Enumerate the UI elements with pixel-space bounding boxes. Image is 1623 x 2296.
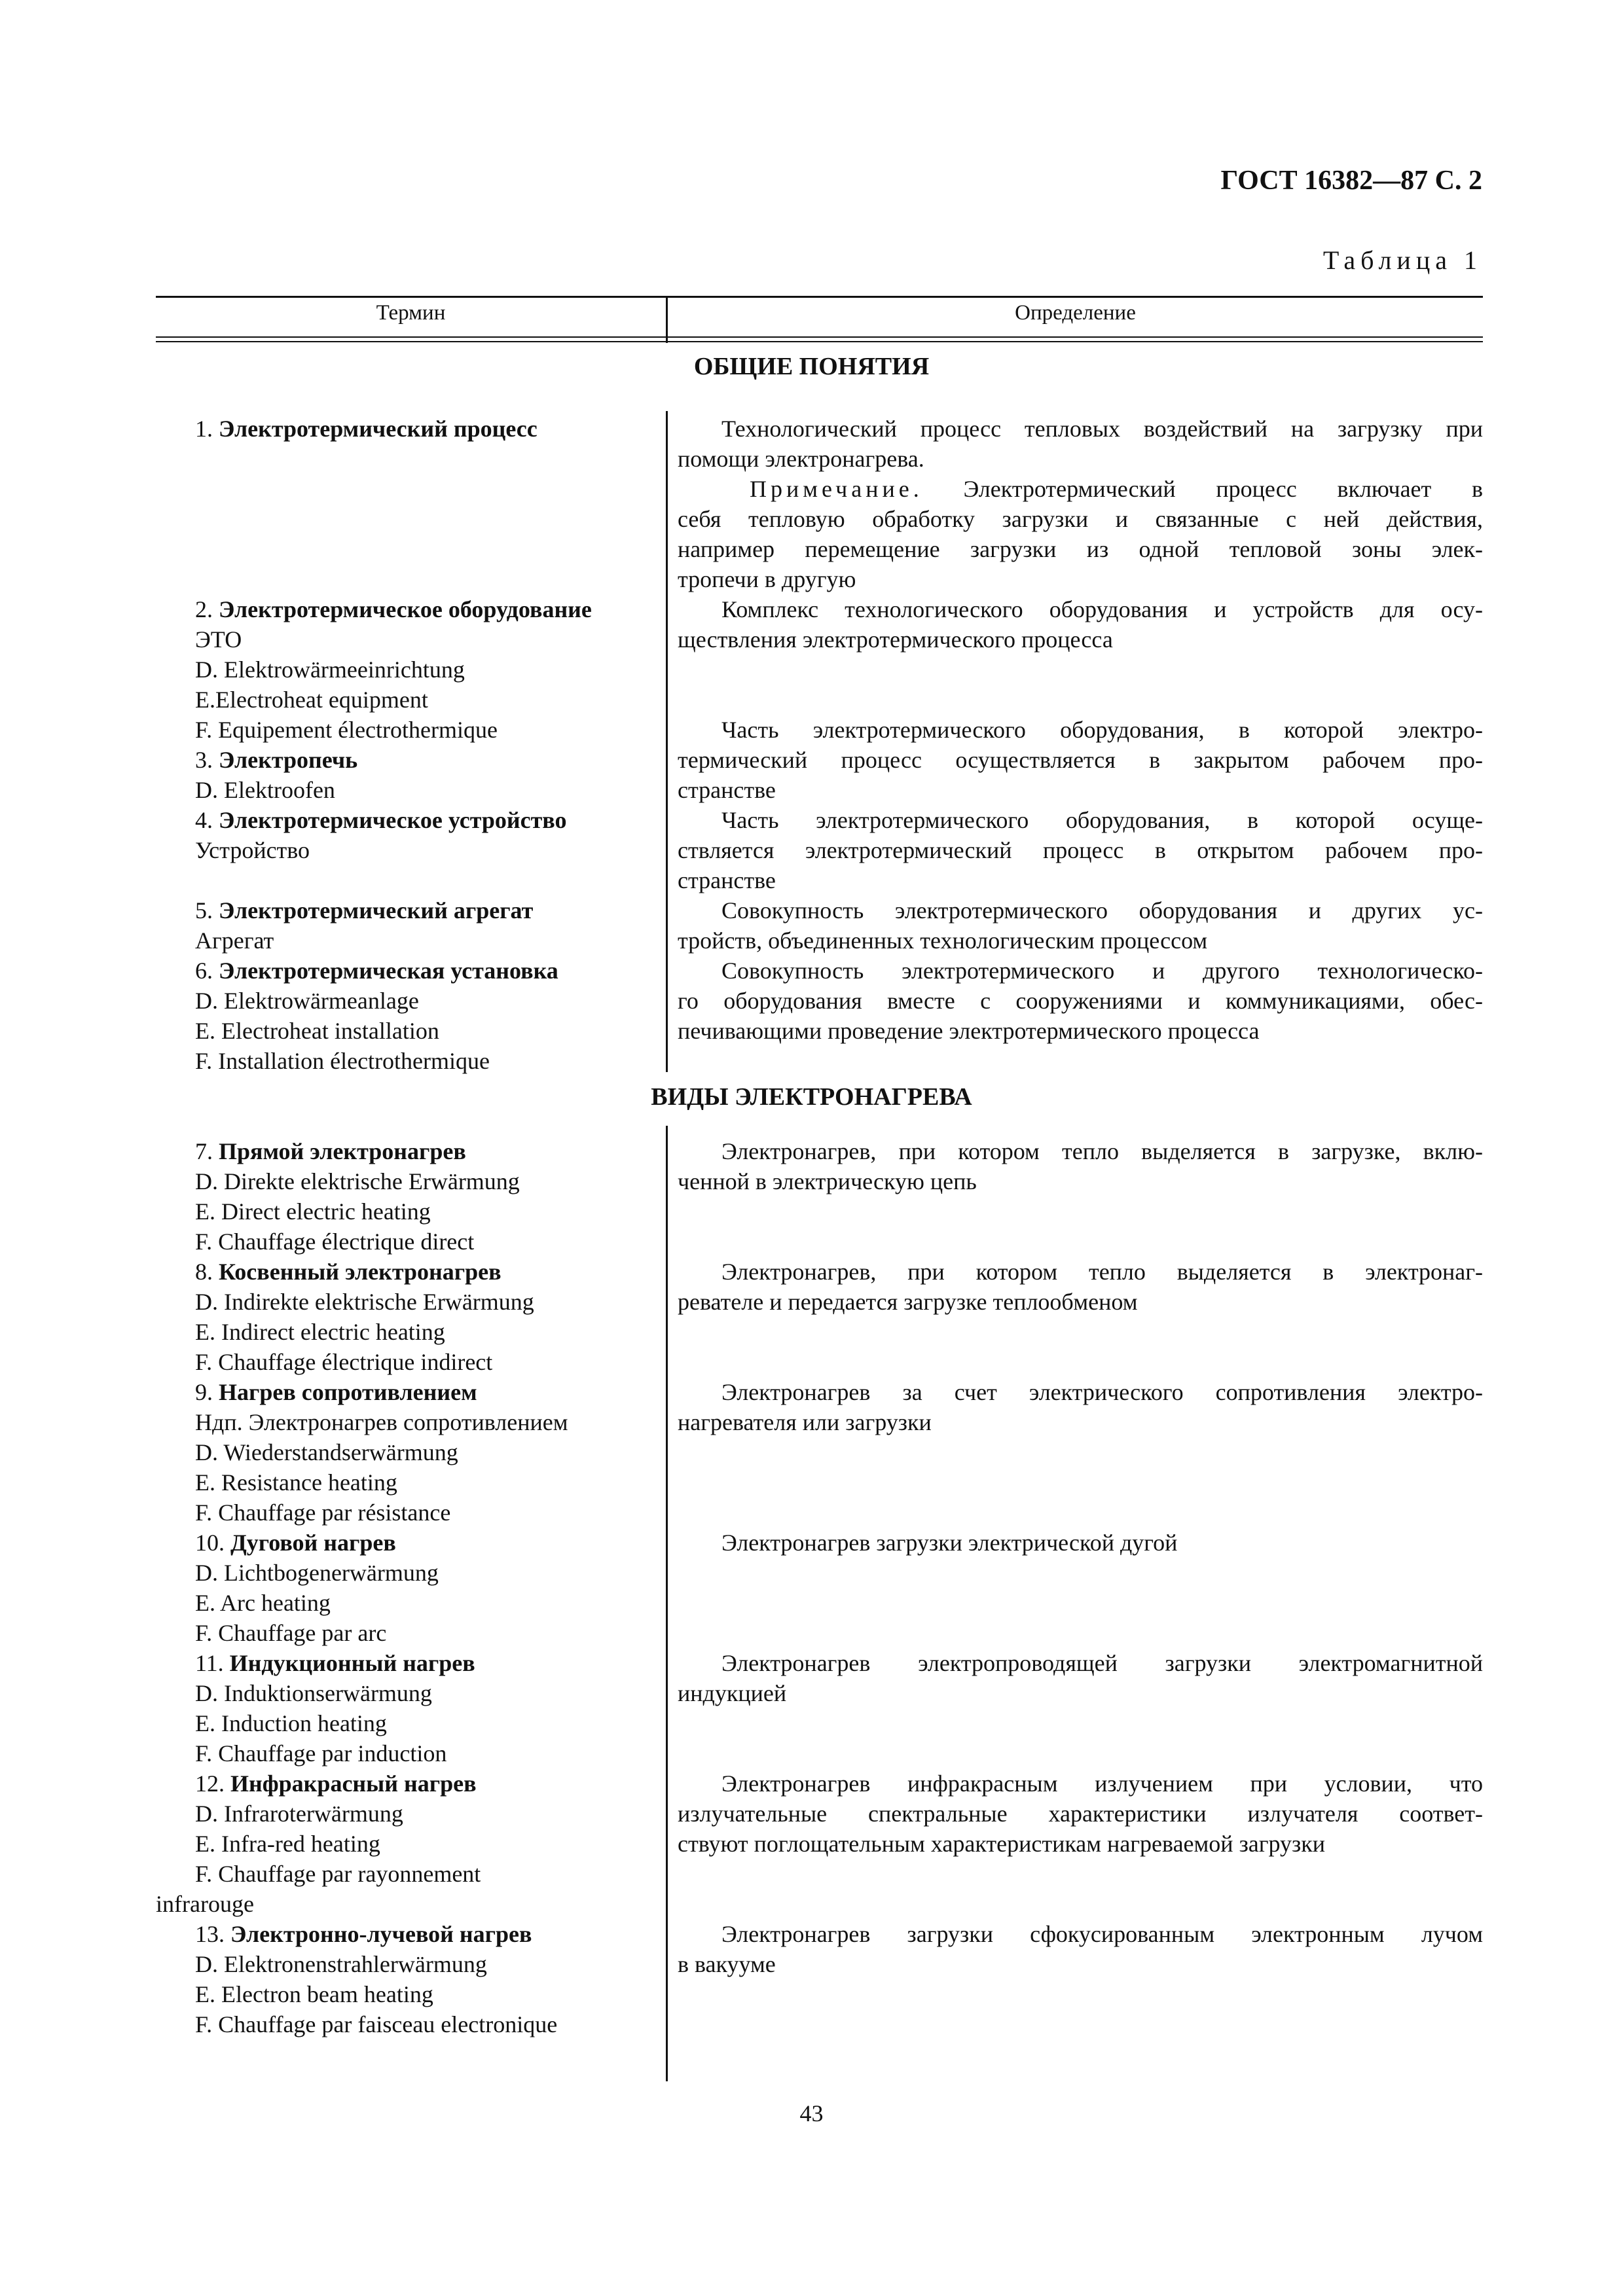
term-8 [195,1257,534,1377]
column-header-term: Термин [376,301,446,325]
header-bottom-rule-1 [156,336,1483,338]
table-label: Таблица 1 [1322,245,1482,275]
definition-line: тройств, объединенных технологическим процессом [678,927,1208,954]
term-number: 1. [195,416,213,442]
definition-8 [678,1257,1483,1317]
term-foreign-fr: F. Chauffage par induction [195,1740,447,1767]
definition-line: ревателе и передается загрузке теплообменом [678,1289,1138,1315]
definition-line: Электронагрев, при котором тепло выделяется в загрузке, вклю- [721,1138,1483,1164]
definition-line: индукцией [678,1680,787,1706]
definition-line: ствуют поглощательным характеристикам нагреваемой загрузки [678,1831,1326,1857]
term-4 [195,805,567,865]
definition-line: например перемещение загрузки из одной тепловой зоны элек- [678,536,1483,562]
section-title-general: ОБЩИЕ ПОНЯТИЯ [693,353,930,380]
term-short-form: Устройство [195,837,310,863]
term-10 [195,1528,439,1648]
definition-9 [678,1377,1483,1437]
term-9 [195,1377,568,1528]
term-name: Косвенный электронагрев [219,1259,501,1285]
term-foreign-fr: F. Chauffage électrique indirect [195,1349,493,1375]
definition-line: себя тепловую обработку загрузки и связанные с ней действия, [678,506,1483,532]
definition-10 [678,1528,1483,1558]
term-foreign-en: E. Direct electric heating [195,1198,431,1225]
definition-line: термический процесс осуществляется в закрытом рабочем про- [678,747,1483,773]
note-label: Примечание. [750,476,923,502]
term-foreign-de: D. Induktionserwärmung [195,1680,432,1706]
page-number: 43 [799,2100,824,2126]
definition-line: нагревателя или загрузки [678,1409,932,1435]
definition-11 [678,1648,1483,1708]
term-number: 13. [195,1921,225,1947]
term-deprecated: Ндп. Электронагрев сопротивлением [195,1409,568,1435]
header-bottom-rule-2 [156,341,1483,342]
definition-line: Совокупность электротермического и другого технологическо- [721,958,1483,984]
definition-line: Часть электротермического оборудования, в которой электро- [721,717,1483,743]
term-foreign-en: E. Electroheat installation [195,1018,439,1044]
definition-13 [678,1919,1483,1979]
section-title-heating-types: ВИДЫ ЭЛЕКТРОНАГРЕВА [651,1083,972,1111]
definition-line: в вакууме [678,1951,776,1977]
term-name: Электротермический агрегат [219,897,534,924]
term-2 [195,594,592,745]
column-divider-section-1 [666,411,668,1072]
column-divider-header [666,296,668,343]
definition-5 [678,895,1483,956]
definition-line: ществления электротермического процесса [678,626,1113,653]
definition-line: Часть электротермического оборудования, в которой осуще- [721,807,1483,833]
definition-line: Электронагрев загрузки сфокусированным электронным лучом [721,1921,1483,1947]
definition-line: помощи электронагрева. [678,446,924,472]
term-6 [195,956,558,1076]
term-name: Электротермическая установка [219,958,558,984]
term-foreign-fr: F. Chauffage par rayonnement [195,1861,481,1887]
definition-line: Комплекс технологического оборудования и устройств для осу- [721,596,1483,622]
term-foreign-en: E. Resistance heating [195,1469,397,1496]
definition-12 [678,1768,1483,1859]
definition-1-note [678,474,1483,594]
term-foreign-fr: F. Chauffage par résistance [195,1499,451,1526]
term-foreign-fr: F. Chauffage par arc [195,1620,387,1646]
definition-7 [678,1136,1483,1196]
term-foreign-en: E. Indirect electric heating [195,1319,445,1345]
term-13 [195,1919,557,2039]
term-number: 12. [195,1770,225,1797]
term-foreign-de: D. Elektrowärmeanlage [195,988,419,1014]
term-foreign-fr: F. Equipement électrothermique [195,717,498,743]
column-header-definition: Определение [1015,301,1136,325]
term-1 [195,414,538,444]
definition-line: печивающими проведение электротермического процесса [678,1018,1260,1044]
term-foreign-en: E. Electron beam heating [195,1981,433,2007]
term-foreign-fr: F. Installation électrothermique [195,1048,490,1074]
definition-line: странстве [678,777,776,803]
term-number: 7. [195,1138,213,1164]
definition-6 [678,956,1483,1046]
term-foreign-en: E. Arc heating [195,1590,331,1616]
term-name: Дуговой нагрев [230,1530,396,1556]
definition-line: Электронагрев за счет электрического сопротивления электро- [721,1379,1483,1405]
column-divider-section-2 [666,1126,668,2081]
term-foreign-en: E. Infra-red heating [195,1831,380,1857]
term-foreign-en: E. Induction heating [195,1710,387,1736]
definition-3 [678,715,1483,805]
definition-1 [678,414,1483,474]
document-code: ГОСТ 16382—87 С. 2 [1220,166,1482,196]
definition-line: Электронагрев загрузки электрической дугой [721,1530,1178,1556]
term-foreign-de: D. Elektroofen [195,777,335,803]
term-foreign-fr: F. Chauffage par faisceau electronique [195,2011,558,2037]
definition-4 [678,805,1483,895]
term-3 [195,745,357,805]
definition-line: Электронагрев инфракрасным излучением при условии, что [721,1770,1483,1797]
definition-line: Электронагрев, при котором тепло выделяется в электронаг- [721,1259,1483,1285]
term-number: 8. [195,1259,213,1285]
definition-line: странстве [678,867,776,893]
term-number: 4. [195,807,213,833]
term-7 [195,1136,520,1257]
term-number: 10. [195,1530,225,1556]
term-number: 3. [195,747,213,773]
term-name: Инфракрасный нагрев [230,1770,477,1797]
term-foreign-en: E.Electroheat equipment [195,687,428,713]
definition-line: Технологический процесс тепловых воздействий на загрузку при [721,416,1483,442]
term-11 [195,1648,475,1768]
table-top-rule [156,296,1483,298]
term-foreign-de: D. Infraroterwärmung [195,1801,403,1827]
term-foreign-fr-continued: infrarouge [156,1891,254,1917]
term-abbreviation: ЭТО [195,626,242,653]
term-foreign-de: D. Wiederstandserwärmung [195,1439,458,1465]
definition-2 [678,594,1483,655]
definition-line: ченной в электрическую цепь [678,1168,977,1194]
term-number: 5. [195,897,213,924]
term-short-form: Агрегат [195,927,274,954]
term-name: Прямой электронагрев [219,1138,466,1164]
term-number: 2. [195,596,213,622]
term-foreign-de: D. Direkte elektrische Erwärmung [195,1168,520,1194]
term-name: Индукционный нагрев [229,1650,475,1676]
term-name: Электротермическое оборудование [219,596,592,622]
term-5 [195,895,533,956]
definition-line: ствляется электротермический процесс в открытом рабочем про- [678,837,1483,863]
term-foreign-de: D. Elektrowärmeeinrichtung [195,656,465,683]
definition-line: Совокупность электротермического оборудования и других ус- [721,897,1483,924]
term-number: 11. [195,1650,224,1676]
term-name: Электропечь [219,747,358,773]
term-name: Электротермический процесс [219,416,538,442]
definition-line: излучательные спектральные характеристики излучателя соответ- [678,1801,1483,1827]
term-number: 6. [195,958,213,984]
term-name: Электротермическое устройство [219,807,567,833]
term-12 [156,1768,481,1919]
definition-line: тропечи в другую [678,566,856,592]
term-number: 9. [195,1379,213,1405]
term-foreign-de: D. Indirekte elektrische Erwärmung [195,1289,534,1315]
definition-line: Электронагрев электропроводящей загрузки электромагнитной [721,1650,1483,1676]
term-name: Нагрев сопротивлением [219,1379,477,1405]
term-foreign-de: D. Lichtbogenerwärmung [195,1560,439,1586]
definition-line: го оборудования вместе с сооружениями и коммуникациями, обес- [678,988,1483,1014]
term-name: Электронно-лучевой нагрев [230,1921,532,1947]
definition-line: Электротермический процесс включает в [963,476,1483,502]
term-foreign-fr: F. Chauffage électrique direct [195,1229,475,1255]
term-foreign-de: D. Elektronenstrahlerwärmung [195,1951,487,1977]
